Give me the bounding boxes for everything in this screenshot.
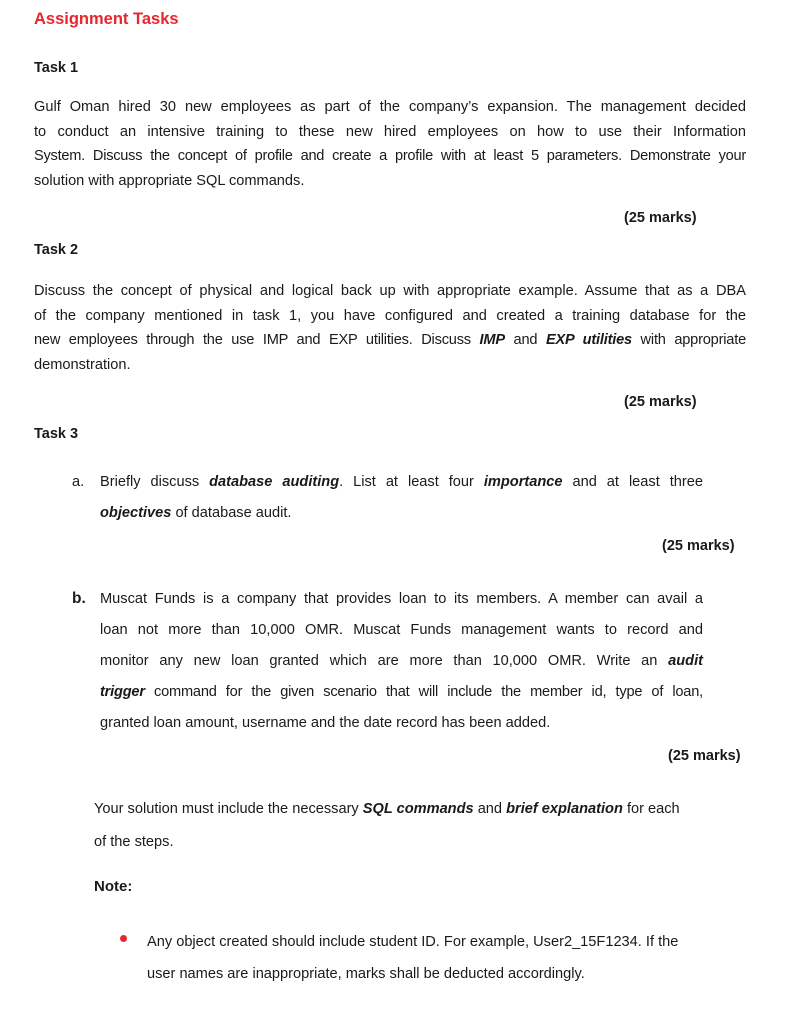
item-b-line [100, 646, 703, 677]
task2-line3-text: new employees through the use IMP and EXP utilities. Discuss [34, 332, 480, 348]
item-a-line [100, 467, 703, 498]
solution-line [94, 793, 746, 826]
solution-requirement [94, 793, 746, 859]
task3-item-a-label: a. [72, 474, 85, 490]
objectives-term: objectives [100, 505, 172, 521]
brief-explanation-term: brief explanation [506, 801, 623, 817]
imp-term: IMP [479, 332, 505, 348]
solution-text: for each [622, 801, 680, 817]
document-title: Assignment Tasks [34, 10, 179, 28]
exp-utilities-term: EXP utilities [545, 332, 632, 348]
audit-term: audit [668, 653, 703, 669]
note-bullet-line: Any object created should include student ID. For example, User2_15F1234. If the [147, 934, 679, 950]
item-b-line: granted loan amount, username and the date record has been added. [100, 715, 551, 731]
importance-term: importance [483, 474, 563, 490]
task1-marks: (25 marks) [624, 210, 697, 226]
sql-commands-term: SQL commands [362, 801, 474, 817]
solution-text: Your solution must include the necessary [94, 801, 363, 817]
item-a-text: . List at least four [339, 474, 484, 490]
item-a-text: and at least three [562, 474, 703, 490]
solution-line: of the steps. [94, 834, 174, 850]
task2-line3-and: and [504, 332, 546, 348]
note-bullet-line: user names are inappropriate, marks shall be deducted accordingly. [147, 966, 585, 982]
task1-line: to conduct an intensive training to these new hired employees on how to use their Information [34, 123, 746, 140]
task2-heading: Task 2 [34, 242, 79, 258]
task2-marks: (25 marks) [624, 394, 697, 410]
task2-line3-end: with appropriate [631, 332, 746, 348]
item-b-text: monitor any new loan granted which are more than 10,000 OMR. Write an [100, 653, 669, 669]
task3-b-marks: (25 marks) [668, 748, 741, 764]
solution-text: and [473, 801, 507, 817]
item-b-line [100, 677, 703, 708]
task3-item-a [100, 467, 703, 529]
item-a-text: Briefly discuss [100, 474, 210, 490]
trigger-term: trigger [100, 684, 145, 700]
task1-line: System. Discuss the concept of profile and create a profile with at least 5 parameters. Demonstrate your [34, 148, 746, 164]
task1-line: Gulf Oman hired 30 new employees as part of the company’s expansion. The management decided [34, 99, 746, 115]
task2-description [34, 279, 746, 377]
note-bullet [147, 926, 747, 990]
task3-heading: Task 3 [34, 426, 79, 442]
bullet-icon [120, 935, 127, 942]
task1-description [34, 95, 746, 193]
item-b-line: loan not more than 10,000 OMR. Muscat Funds management wants to record and [100, 622, 703, 638]
item-a-text: of database audit. [171, 505, 292, 521]
task1-line: solution with appropriate SQL commands. [34, 172, 305, 189]
item-b-line: Muscat Funds is a company that provides loan to its members. A member can avail a [100, 591, 703, 607]
task2-line: of the company mentioned in task 1, you have configured and created a training database for the [34, 307, 746, 324]
task1-heading: Task 1 [34, 60, 79, 76]
item-a-line [100, 498, 703, 529]
task3-item-b [100, 584, 703, 739]
note-heading: Note: [94, 878, 133, 895]
task3-item-b-label: b. [72, 590, 86, 607]
database-auditing-term: database auditing [209, 474, 340, 490]
item-b-text: command for the given scenario that will include the member id, type of loan, [144, 684, 703, 700]
task2-line: Discuss the concept of physical and logical back up with appropriate example. Assume that as a DBA [34, 283, 746, 299]
task3-a-marks: (25 marks) [662, 538, 735, 554]
task2-line [34, 328, 746, 353]
task2-line: demonstration. [34, 356, 131, 373]
